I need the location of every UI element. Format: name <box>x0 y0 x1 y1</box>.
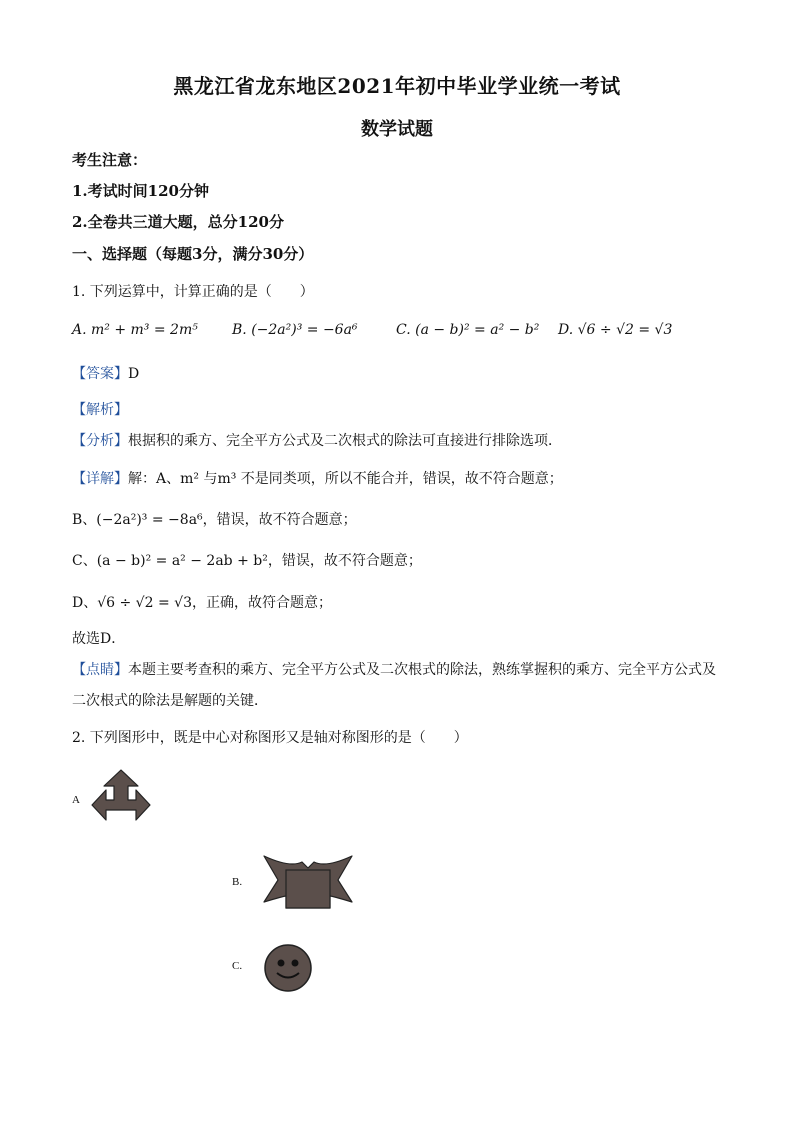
answer-value: D <box>128 366 140 382</box>
xiangjie-line-2: B、(−2a²)³ = −8a⁶，错误，故不符合题意； <box>72 512 357 528</box>
q1-stem: 1. 下列运算中，计算正确的是（ ） <box>72 284 314 300</box>
notice-item-2: 2.全卷共三道大题，总分120分 <box>72 213 284 231</box>
xiangjie-line-1 <box>72 469 563 489</box>
answer-tag: 【答案】 <box>72 366 128 382</box>
dianjing-line-1 <box>72 660 716 680</box>
banner-figure <box>260 852 356 910</box>
smiley-figure <box>262 942 314 994</box>
fenxi-line <box>72 431 562 451</box>
dianjing-text-1: 本题主要考查积的乘方、完全平方公式及二次根式的除法，熟练掌握积的乘方、完全平方公式及 <box>128 662 716 678</box>
analysis-heading <box>72 400 128 420</box>
q2-stem: 2. 下列图形中，既是中心对称图形又是轴对称图形的是（ ） <box>72 730 468 746</box>
q1-option-a: A. m² + m³ = 2m⁵ <box>72 322 198 338</box>
fenxi-tag: 【分析】 <box>72 433 128 449</box>
xiangjie-text-1: 解：A、m² 与m³ 不是同类项，所以不能合并，错误，故不符合题意； <box>128 471 563 487</box>
q2-label-a: A <box>72 794 80 806</box>
exam-title: 黑龙江省龙东地区2021年初中毕业学业统一考试 <box>173 74 621 98</box>
three-arrow-figure <box>90 768 152 830</box>
q1-answer-line <box>72 364 139 384</box>
xiangjie-tag: 【详解】 <box>72 471 128 487</box>
notice-item-1: 1.考试时间120分钟 <box>72 182 209 200</box>
xiangjie-line-4: D、√6 ÷ √2 = √3，正确，故符合题意； <box>72 595 332 611</box>
fenxi-text: 根据积的乘方、完全平方公式及二次根式的除法可直接进行排除选项． <box>128 433 562 449</box>
notice-heading: 考生注意： <box>72 151 148 169</box>
q2-label-b: B. <box>232 876 243 888</box>
q1-option-d: D. √6 ÷ √2 = √3 <box>558 322 673 338</box>
q1-option-b: B. (−2a²)³ = −6a⁶ <box>232 322 358 338</box>
analysis-tag: 【解析】 <box>72 402 128 418</box>
exam-subtitle: 数学试题 <box>361 119 433 140</box>
section-heading: 一、选择题（每题3分，满分30分） <box>72 245 314 263</box>
dianjing-line-2: 二次根式的除法是解题的关键． <box>72 693 268 709</box>
xiangjie-line-3: C、(a − b)² = a² − 2ab + b²，错误，故不符合题意； <box>72 553 422 569</box>
q1-option-c: C. (a − b)² = a² − b² <box>396 322 540 338</box>
q2-label-c: C. <box>232 960 243 972</box>
dianjing-tag: 【点睛】 <box>72 662 128 678</box>
xiangjie-line-5: 故选D． <box>72 631 126 647</box>
